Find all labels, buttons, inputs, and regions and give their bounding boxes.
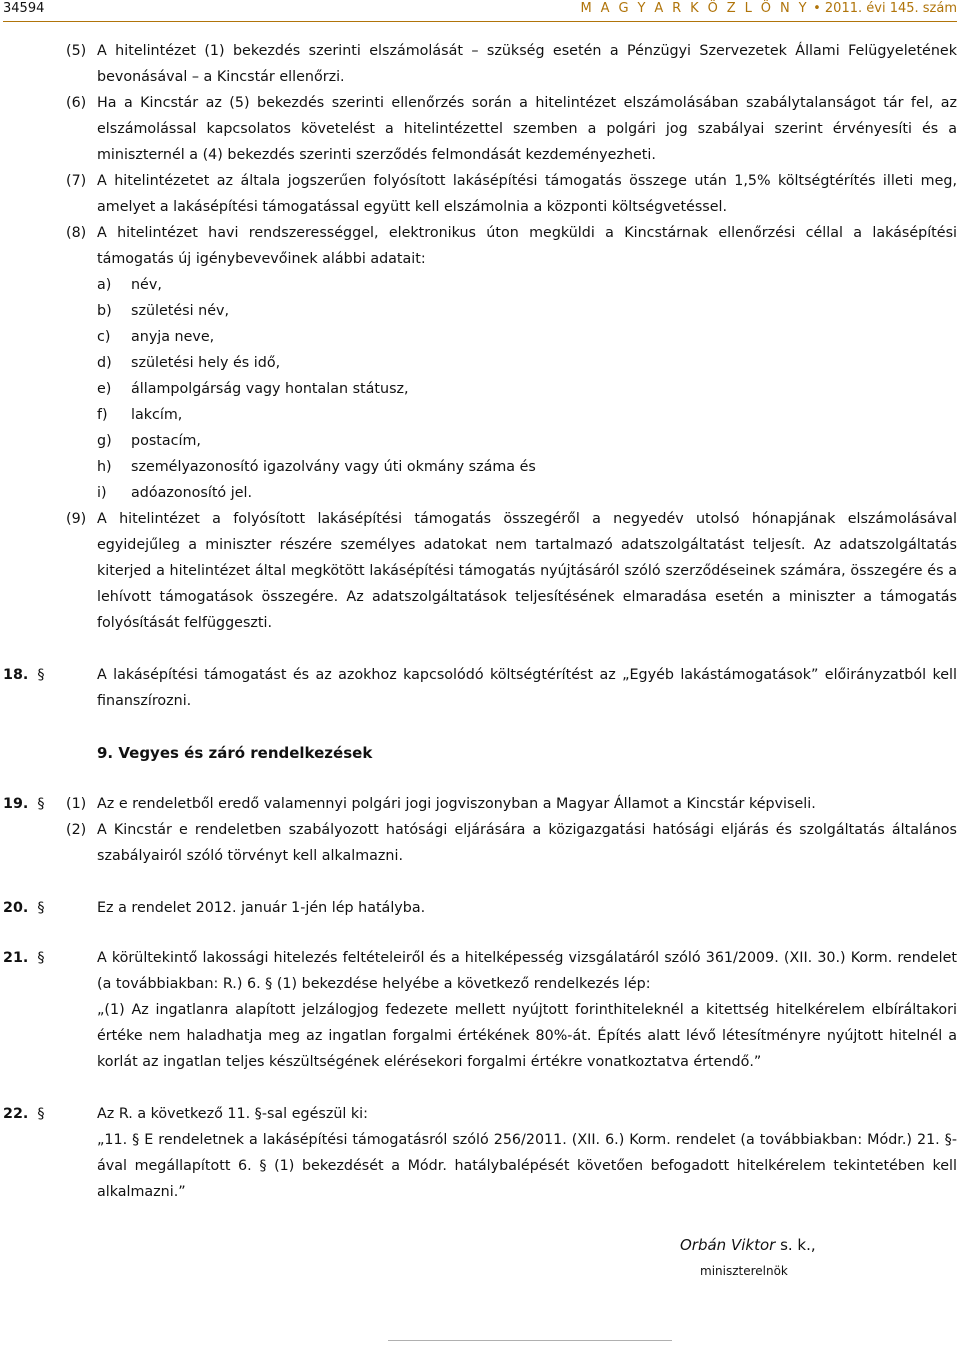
paragraph-number: (9) [66,511,87,527]
section-sign: § [37,950,45,966]
section-19 [0,791,960,817]
section-sign: § [37,796,45,812]
item-text: név, [131,277,162,293]
list-item [0,272,960,298]
data-item-list [0,272,960,506]
item-label: i) [97,485,107,501]
section-number-value: 20. [3,900,29,916]
item-label: g) [97,433,112,449]
paragraph-number: (1) [66,796,87,812]
item-text: postacím, [131,433,201,449]
signatory-name: Orbán Viktor [680,1236,776,1254]
section-text: A lakásépítési támogatást és az azokhoz kapcsolódó költségtérítést az „Egyéb lakástámogatások” előirányzatból kell finanszírozni. [97,667,957,709]
item-label: c) [97,329,111,345]
document-body [0,38,960,1205]
paragraph-text: A Kincstár e rendeletben szabályozott hatósági eljárására a közigazgatási hatósági eljárás és szolgáltatás általános szabályairól szóló törvényt kell alkalmazni. [97,822,957,864]
list-item [0,480,960,506]
paragraph-text: A hitelintézetet az általa jogszerűen folyósított lakásépítési támogatás összege után 1,5% költségtérítés illeti meg, amelyet a lakásépítési támogatással együtt kell elszámolnia a központi költségvetéssel. [97,173,957,215]
list-item [0,324,960,350]
item-text: anyja neve, [131,329,215,345]
paragraph-text: Ha a Kincstár az (5) bekezdés szerinti ellenőrzés során a hitelintézet elszámolásában szabálytalanságot tár fel, az elszámolással kapcsolatos követelést a hitelintézettel szemben a polgári jog szabályai szerint érvényesíti és a miniszternél a (4) bekezdés szerinti szerződés felmondását kezdeményezheti. [97,95,957,163]
list-item [0,402,960,428]
section-18 [0,662,960,714]
signature [680,1232,816,1258]
paragraph-17-6 [0,90,960,168]
chapter-heading: 9. Vegyes és záró rendelkezések [97,744,373,762]
item-text: születési hely és idő, [131,355,281,371]
item-label: a) [97,277,112,293]
paragraph-17-8 [0,220,960,272]
page-header [0,0,960,24]
header-bullet: • [813,1,821,16]
section-sign: § [37,667,45,683]
section-number-value: 19. [3,796,29,812]
section-22 [0,1101,960,1127]
section-number [3,945,44,971]
section-text: A körültekintő lakossági hitelezés feltételeiről és a hitelképesség vizsgálatáról szóló 361/2009. (XII. 30.) Korm. rendelet (a továbbiakban: R.) 6. § (1) bekezdése helyébe a következő rendelkezés lép: [97,950,957,992]
list-item [0,298,960,324]
signatory-title: miniszterelnök [700,1264,788,1278]
section-number-value: 22. [3,1106,29,1122]
paragraph-text: A hitelintézet a folyósított lakásépítési támogatás összegéről a negyedév utolsó hónapjának elszámolásával egyidejűleg a miniszter részére személyes adatokat nem tartalmazó adatszolgáltatást teljesít. Az adatszolgáltatás kiterjed a hitelintézet által megkötött lakásépítési támogatás nyújtásáról szóló szerződéseinek számára, összegére és a lehívott támogatások összegére. Az adatszolgáltatások teljesítésének elmaradása esetén a miniszter a támogatás folyósítását felfüggeszti. [97,511,957,631]
paragraph-text: A hitelintézet (1) bekezdés szerinti elszámolását – szükség esetén a Pénzügyi Szervezetek Állami Felügyeletének bevonásával – a Kincstár ellenőrzi. [97,43,957,85]
section-number [3,662,44,688]
section-number-value: 18. [3,667,29,683]
amendment-quote: „(1) Az ingatlanra alapított jelzálogjog fedezete mellett nyújtott forinthiteleknél a kitettség hitelkérelem elbíráltakori értéke nem haladhatja meg az ingatlan forgalmi értékének 80%-át. Építés alatt lévő létesítményre nyújtott hitelnél a korlát az ingatlan teljes készültségének elérésekori forgalmi értékre vonatkoztatva értendő.” [97,1002,957,1070]
list-item [0,376,960,402]
issue-label: 2011. évi 145. szám [824,1,957,16]
item-label: d) [97,355,112,371]
item-text: lakcím, [131,407,183,423]
paragraph-17-5 [0,38,960,90]
section-sign: § [37,1106,45,1122]
paragraph-text: A hitelintézet havi rendszerességgel, elektronikus úton megküldi a Kincstárnak ellenőrzési céllal a lakásépítési támogatás új igénybevevőinek alábbi adatait: [97,225,957,267]
section-text: Ez a rendelet 2012. január 1-jén lép hatályba. [97,900,426,916]
paragraph-number: (8) [66,225,87,241]
paragraph-17-9 [0,506,960,636]
paragraph-17-7 [0,168,960,220]
list-item [0,350,960,376]
paragraph-number: (2) [66,822,87,838]
section-number-value: 21. [3,950,29,966]
page-number: 34594 [3,1,45,16]
item-label: b) [97,303,112,319]
paragraph-text: Az e rendeletből eredő valamennyi polgári jogi jogviszonyban a Magyar Államot a Kincstár képviseli. [97,796,816,812]
item-label: e) [97,381,112,397]
paragraph-19-2 [0,817,960,869]
item-text: adóazonosító jel. [131,485,253,501]
journal-title: M A G Y A R K Ö Z L Ö N Y [580,1,809,16]
item-text: születési név, [131,303,230,319]
item-text: állampolgárság vagy hontalan státusz, [131,381,409,397]
item-label: f) [97,407,108,423]
header-rule [3,21,957,22]
list-item [0,428,960,454]
paragraph-number: (6) [66,95,87,111]
amendment-quote: „11. § E rendeletnek a lakásépítési támogatásról szóló 256/2011. (XII. 6.) Korm. rendelet (a továbbiakban: Módr.) 21. §-ával megállapított 6. § (1) bekezdését a Módr. hatálybalépését követően befogadott hitelkérelem tekintetében kell alkalmazni.” [97,1132,957,1200]
section-text: Az R. a következő 11. §-sal egészül ki: [97,1106,368,1122]
signature-suffix: s. k., [775,1236,816,1254]
footer-rule [388,1340,672,1341]
item-label: h) [97,459,112,475]
section-number [3,791,44,817]
item-text: személyazonosító igazolvány vagy úti okmány száma és [131,459,536,475]
paragraph-number: (7) [66,173,87,189]
section-20 [0,895,960,921]
section-sign: § [37,900,45,916]
section-21 [0,945,960,997]
section-number [3,1101,44,1127]
paragraph-number: (5) [66,43,87,59]
journal-header [581,0,958,18]
list-item [0,454,960,480]
section-number [3,895,44,921]
